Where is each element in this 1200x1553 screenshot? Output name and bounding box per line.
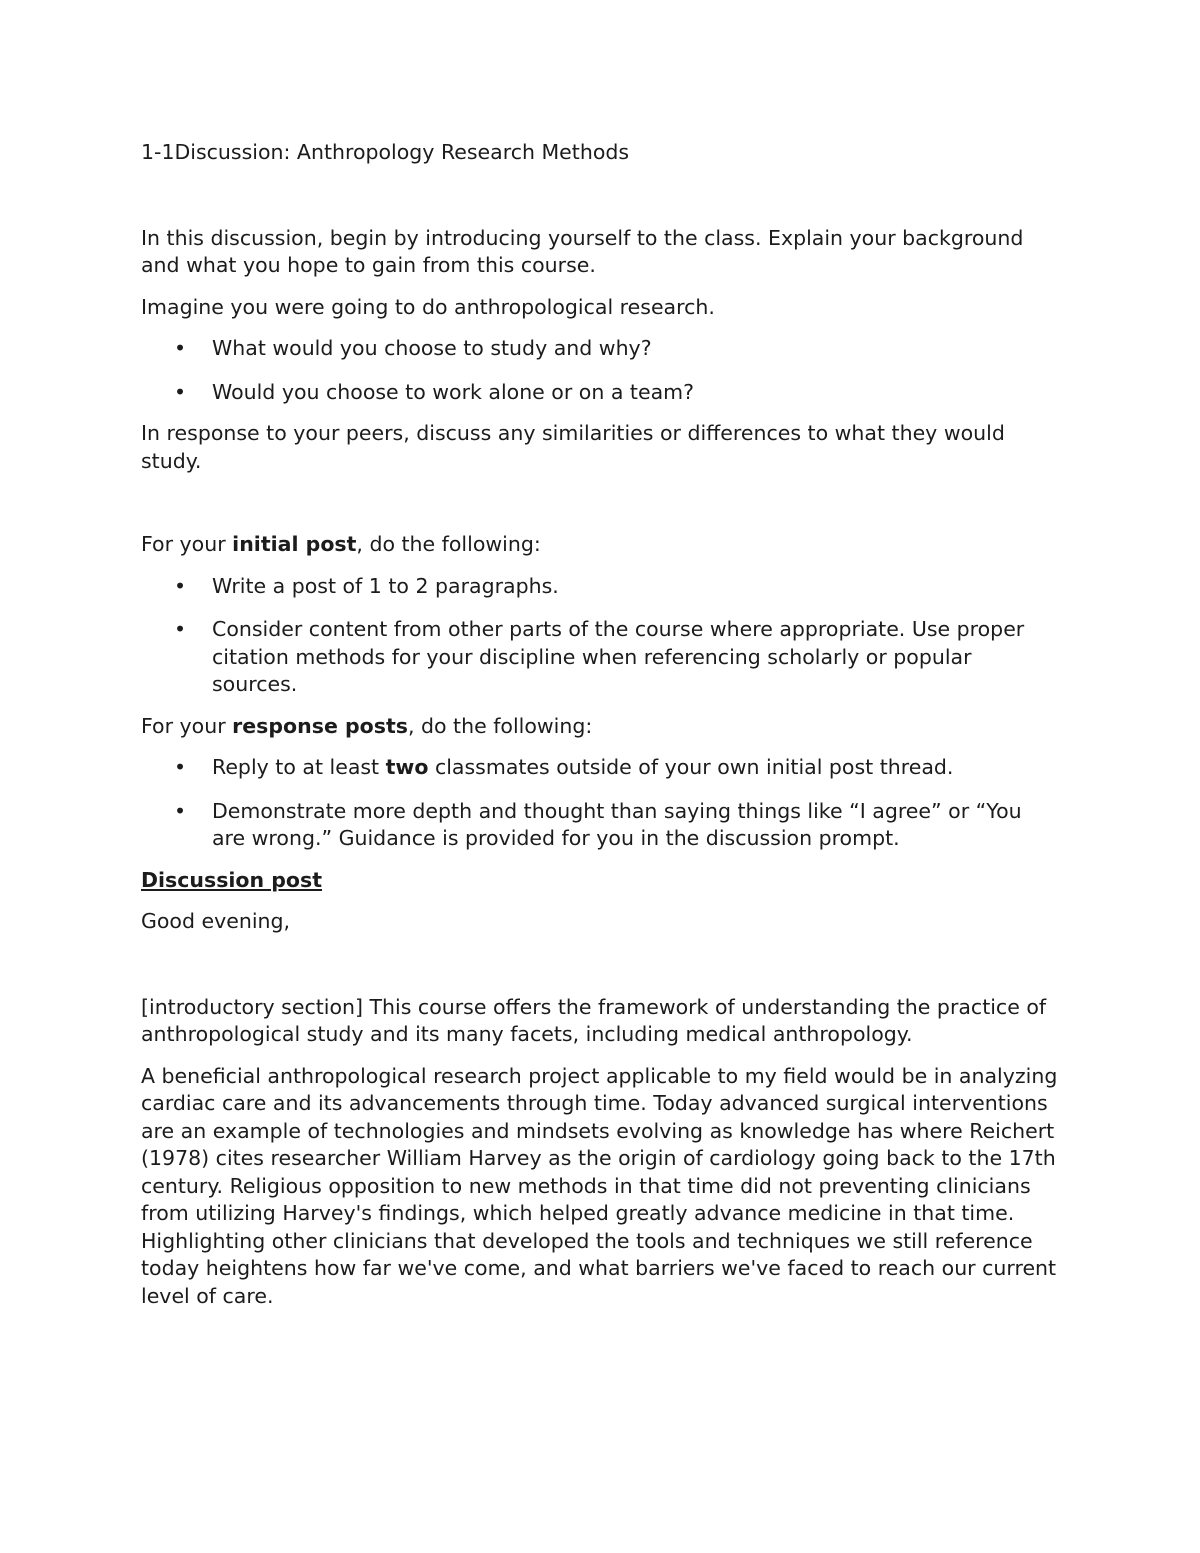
initial-post-suffix: , do the following: bbox=[356, 532, 541, 556]
response-post-prefix: For your bbox=[141, 713, 233, 738]
question-list bbox=[141, 335, 1061, 406]
body-paragraph: A beneficial anthropological research project applicable to my field would be in analyzing cardiac care and its advancements through time. Today advanced surgical interventions are an example of technologies and mindsets evolving as knowledge has where Reichert (1978) cites researcher William Harvey as the origin of cardiology going back to the 17th century. Religious opposition to new methods in that time did not preventing clinicians from utilizing Harvey's findings, which helped greatly advance medicine in that time. Highlighting other clinicians that developed the tools and techniques we still reference today heightens how far we've come, and what barriers we've faced to reach our current level of care. bbox=[141, 1063, 1058, 1308]
response-post-list bbox=[141, 754, 1061, 853]
intro-paragraph: In this discussion, begin by introducing yourself to the class. Explain your background and what you hope to gain from this course. bbox=[141, 225, 1024, 277]
response-post-suffix: , do the following: bbox=[407, 713, 593, 738]
reply-suffix: classmates outside of your own initial post thread. bbox=[428, 755, 954, 779]
list-item bbox=[141, 754, 1061, 782]
document-title: 1-1Discussion: Anthropology Research Methods bbox=[141, 140, 630, 164]
list-item: • Consider content from other parts of the course where appropriate. Use proper citation methods for your discipline when referencing scholarly or popular sources. bbox=[141, 616, 1061, 699]
initial-post-prefix: For your bbox=[141, 532, 233, 556]
list-item: • What would you choose to study and why? bbox=[141, 335, 1061, 363]
body-paragraph: [introductory section] This course offers the framework of understanding the practice of anthropological study and its many facets, including medical anthropology. bbox=[141, 994, 1047, 1046]
list-item: • Demonstrate more depth and thought than saying things like “I agree” or “You are wrong.” Guidance is provided for you in the discussion prompt. bbox=[141, 798, 1061, 853]
list-item: • Would you choose to work alone or on a team? bbox=[141, 379, 1061, 407]
response-post-emphasis: response posts bbox=[232, 713, 408, 738]
greeting: Good evening, bbox=[141, 909, 291, 933]
initial-post-instructions bbox=[141, 531, 1061, 559]
reply-emphasis: two bbox=[385, 755, 429, 779]
reply-prefix: Reply to at least bbox=[212, 755, 386, 779]
initial-post-list bbox=[141, 573, 1061, 699]
response-post-instructions bbox=[141, 713, 1061, 741]
discussion-post-heading: Discussion post bbox=[141, 867, 322, 892]
initial-post-emphasis: initial post bbox=[232, 532, 357, 556]
peers-paragraph: In response to your peers, discuss any similarities or differences to what they would study. bbox=[141, 421, 1005, 473]
document-page bbox=[141, 139, 1061, 1324]
imagine-paragraph: Imagine you were going to do anthropological research. bbox=[141, 294, 715, 319]
list-item: • Write a post of 1 to 2 paragraphs. bbox=[141, 573, 1061, 601]
